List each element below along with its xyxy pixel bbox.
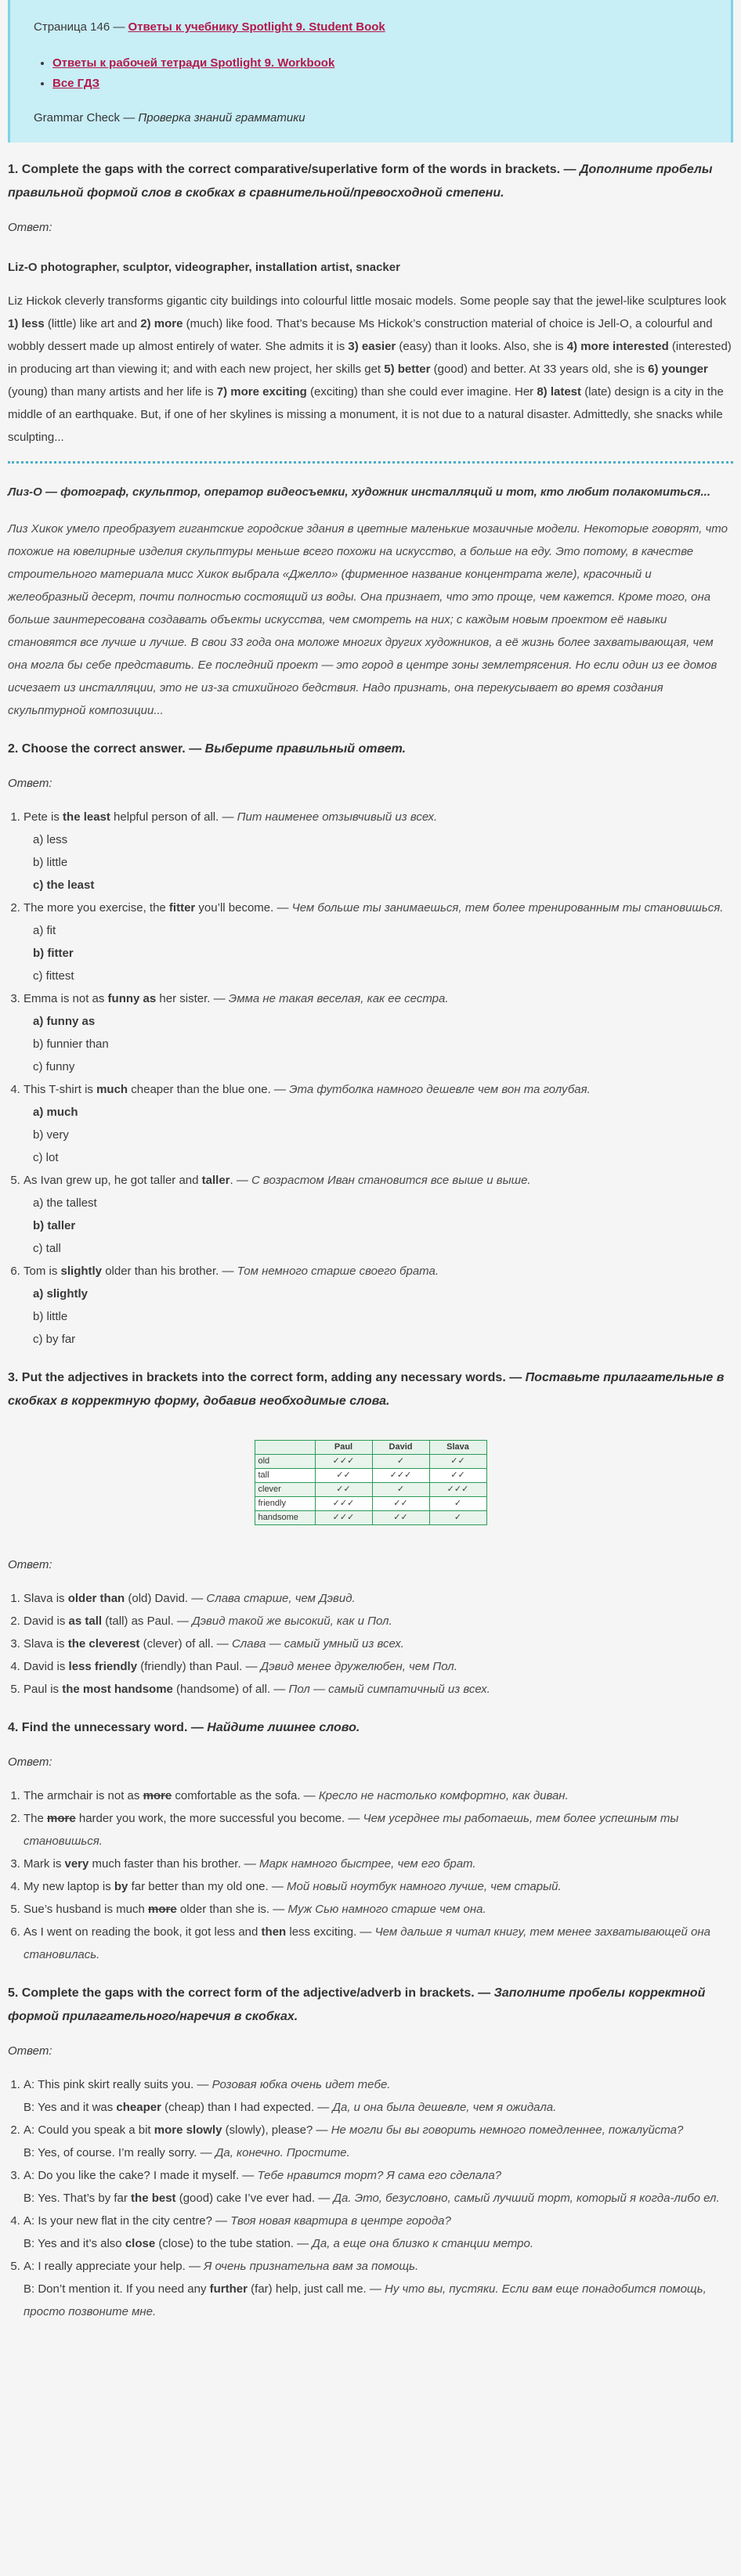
answer-word: 6) younger: [648, 363, 708, 376]
answer-word: fitter: [168, 901, 196, 915]
ex4-heading-en: 4. Find the unnecessary word. —: [8, 1721, 208, 1734]
ex4-heading-ru: Найдите лишнее слово.: [207, 1721, 360, 1734]
sentence-translation: Пол — самый симпатичный из всех.: [288, 1683, 490, 1696]
answer-option: a) less: [33, 833, 68, 846]
dialogue-line-b: [23, 2278, 733, 2323]
text-segment: (young) than many artists and her life is: [8, 385, 217, 399]
text-segment: harder you work, the more successful you become. —: [75, 1812, 363, 1825]
text-segment: Mark is: [23, 1857, 65, 1871]
struck-word: more: [47, 1812, 76, 1825]
correct-option: b) fitter: [33, 947, 74, 960]
sentence-translation: Дэвид такой же высокий, как и Пол.: [192, 1615, 392, 1628]
ex4-heading: [8, 1716, 733, 1740]
answer-word: 2) more: [140, 317, 183, 330]
ex1-ru-title: Лиз-О — фотограф, скульптор, оператор видеосъемки, художник инсталляций и тот, кто любит полакомиться...: [8, 485, 710, 499]
grammar-check-sep: —: [120, 111, 139, 124]
text-segment: A: This pink skirt really suits you. —: [23, 2078, 212, 2091]
sentence-translation: Чем дальше я читал книгу, тем менее захватывающей она становилась.: [23, 1925, 710, 1961]
ex3-list: [8, 1587, 733, 1701]
text-segment: less exciting. —: [286, 1925, 375, 1939]
nav-box: [8, 0, 733, 143]
page-prefix: Страница 146 —: [34, 20, 128, 34]
tick-cell: ✓✓: [315, 1469, 372, 1483]
text-segment: (tall) as Paul. —: [102, 1615, 193, 1628]
workbook-link[interactable]: Ответы к рабочей тетради Spotlight 9. Workbook: [52, 56, 335, 70]
answer-word: then: [261, 1925, 287, 1939]
ex1-heading: [8, 158, 733, 205]
sentence-translation: Слава старше, чем Дэвид.: [206, 1592, 356, 1605]
dialogue-line-a: [23, 2119, 733, 2141]
line-translation: Не могли бы вы говорить немного помедленнее, пожалуйста?: [331, 2123, 684, 2137]
text-segment: My new laptop is: [23, 1880, 114, 1893]
text-segment: comfortable as the sofa. —: [172, 1789, 319, 1802]
answer-word: slightly: [60, 1265, 103, 1278]
dialogue-line-a: [23, 2255, 733, 2278]
text-segment: B: Don’t mention it. If you need any: [23, 2282, 210, 2296]
text-segment: you’ll become. —: [195, 901, 292, 915]
ex4-list: [8, 1784, 733, 1966]
answer-word: taller: [201, 1174, 230, 1187]
sentence-item: [23, 1633, 733, 1655]
dialogue-item: [23, 2119, 733, 2164]
dialogue-item: [23, 2255, 733, 2323]
table-row: [255, 1455, 486, 1469]
table-row: [255, 1497, 486, 1511]
sentence-translation: Марк намного быстрее, чем его брат.: [258, 1857, 476, 1871]
text-segment: The: [23, 1812, 48, 1825]
answer-option: a) fit: [33, 924, 56, 937]
sentence-translation: Чем усерднее ты работаешь, тем более успешным ты становишься.: [23, 1812, 679, 1848]
column-header: Slava: [429, 1441, 486, 1455]
sentence-translation: Кресло не настолько комфортно, как диван.: [318, 1789, 569, 1802]
tick-cell: ✓: [372, 1455, 429, 1469]
dialogue-line-b: [23, 2187, 733, 2210]
text-segment: (exciting) than she could ever imagine. Her: [306, 385, 537, 399]
ex5-list: [8, 2073, 733, 2323]
dialogue-line-a: [23, 2164, 733, 2187]
options-list: [23, 828, 733, 897]
tick-cell: ✓✓: [429, 1455, 486, 1469]
correct-option: b) taller: [33, 1219, 76, 1232]
answer-label: Ответ:: [8, 1755, 52, 1769]
answer-option: b) little: [33, 1310, 68, 1323]
answer-word: very: [64, 1857, 89, 1871]
dialogue-item: [23, 2210, 733, 2255]
answer-word: by: [114, 1880, 128, 1893]
sentence-item: [23, 1875, 733, 1898]
text-segment: Paul is: [23, 1683, 63, 1696]
text-segment: The armchair is not as: [23, 1789, 143, 1802]
sentence-item: [23, 1921, 733, 1966]
text-segment: As I went on reading the book, it got less and: [23, 1925, 262, 1939]
sentence-item: [23, 1784, 733, 1807]
ex3-table-wrap: [8, 1440, 733, 1525]
tick-cell: ✓: [429, 1511, 486, 1525]
question-translation: Эмма не такая веселая, как ее сестра.: [228, 992, 449, 1005]
answer-word: less friendly: [68, 1660, 138, 1673]
answer-word: further: [209, 2282, 248, 2296]
answer-option: c) funny: [33, 1060, 75, 1073]
tick-cell: ✓: [372, 1483, 429, 1497]
sentence-item: [23, 1610, 733, 1633]
ex1-heading-en: 1. Complete the gaps with the correct comparative/superlative form of the words in brackets. —: [8, 163, 580, 176]
ex1-text-title: Liz-O photographer, sculptor, videographer, installation artist, snacker: [8, 261, 400, 274]
question-item: [23, 806, 733, 897]
tick-cell: ✓✓: [372, 1497, 429, 1511]
dialogue-line-a: [23, 2210, 733, 2232]
line-translation: Ну что вы, пустяки. Если вам еще понадобится помощь, просто позвоните мне.: [23, 2282, 707, 2318]
ex3-heading-ru: Поставьте прилагательные в скобках в корректную форму, добавив необходимые слова.: [8, 1371, 725, 1408]
text-segment: older than she is. —: [176, 1903, 288, 1916]
dialogue-item: [23, 2073, 733, 2119]
answer-option: c) tall: [33, 1242, 61, 1255]
line-translation: Да, конечно. Простите.: [215, 2146, 350, 2159]
line-translation: Да, и она была дешевле, чем я ожидала.: [332, 2101, 557, 2114]
ex1-heading-ru: Дополните пробелы правильной формой слов в скобках в сравнительной/превосходной степени.: [8, 163, 713, 200]
sentence-item: [23, 1655, 733, 1678]
tick-cell: ✓✓✓: [315, 1511, 372, 1525]
ex2-list: [8, 806, 733, 1351]
answer-option: c) lot: [33, 1151, 59, 1164]
table-row: [255, 1511, 486, 1525]
text-segment: Slava is: [23, 1637, 68, 1651]
correct-option: c) the least: [33, 879, 95, 892]
text-segment: Tom is: [23, 1265, 61, 1278]
nav-links: [34, 55, 707, 92]
answer-word: 5) better: [384, 363, 431, 376]
ex3-heading: [8, 1366, 733, 1413]
line-translation: Да. Это, безусловно, самый лучший торт, который я когда-либо ел.: [333, 2192, 720, 2205]
answer-word: 8) latest: [537, 385, 582, 399]
text-segment: (cheap) than I had expected. —: [161, 2101, 333, 2114]
text-segment: B: Yes, of course. I’m really sorry. —: [23, 2146, 215, 2159]
nav-link-item: [52, 55, 707, 72]
row-label: clever: [255, 1483, 315, 1497]
sentence-item: [23, 1853, 733, 1875]
tick-cell: ✓✓: [429, 1469, 486, 1483]
sentence-item: [23, 1678, 733, 1701]
page-line: [34, 19, 707, 36]
student-book-link[interactable]: Ответы к учебнику Spotlight 9. Student Book: [128, 20, 385, 34]
text-segment: As Ivan grew up, he got taller and: [23, 1174, 202, 1187]
sentence-item: [23, 1807, 733, 1853]
text-segment: David is: [23, 1615, 69, 1628]
text-segment: B: Yes and it was: [23, 2101, 117, 2114]
answer-option: b) funnier than: [33, 1037, 109, 1051]
column-header: Paul: [315, 1441, 372, 1455]
options-list: [23, 1101, 733, 1169]
row-label: tall: [255, 1469, 315, 1483]
answer-word: 7) more exciting: [216, 385, 307, 399]
text-segment: (interested) in producing art than viewing it; and with each new project, her skills get: [8, 340, 732, 376]
row-label: old: [255, 1455, 315, 1469]
answer-word: the most handsome: [62, 1683, 173, 1696]
sentence-translation: Слава — самый умный из всех.: [231, 1637, 404, 1651]
answer-word: more slowly: [154, 2123, 222, 2137]
text-segment: much faster than his brother. —: [89, 1857, 259, 1871]
text-segment: A: Do you like the cake? I made it myself. —: [23, 2169, 258, 2182]
text-segment: Emma is not as: [23, 992, 108, 1005]
text-segment: (slowly), please? —: [222, 2123, 331, 2137]
nav-link-item: [52, 75, 707, 92]
line-translation: Твоя новая квартира в центре города?: [230, 2214, 451, 2228]
dialogue-line-a: [23, 2073, 733, 2096]
question-item: [23, 987, 733, 1078]
answer-option: a) the tallest: [33, 1196, 97, 1210]
answer-label: Ответ:: [8, 2044, 52, 2058]
question-translation: Эта футболка намного дешевле чем вон та голубая.: [289, 1083, 591, 1096]
text-segment: (old) David. —: [125, 1592, 207, 1605]
answer-label: Ответ:: [8, 777, 52, 790]
answer-word: much: [96, 1083, 128, 1096]
answer-word: the best: [131, 2192, 176, 2205]
answer-option: c) by far: [33, 1333, 76, 1346]
text-segment: . —: [230, 1174, 252, 1187]
text-segment: (much) like food. That’s because Ms Hickok’s construction material of choice is Jell-O, a colourful and wobbly dessert made up almost entirely of water. She admits it is: [8, 317, 713, 353]
column-header: David: [372, 1441, 429, 1455]
tick-cell: ✓✓✓: [315, 1497, 372, 1511]
question-item: [23, 897, 733, 987]
struck-word: more: [143, 1789, 172, 1802]
options-list: [23, 919, 733, 987]
text-segment: A: Is your new flat in the city centre? —: [23, 2214, 231, 2228]
tick-cell: ✓✓: [372, 1511, 429, 1525]
answer-word: close: [125, 2237, 156, 2250]
correct-option: a) slightly: [33, 1287, 89, 1301]
ex1-ru-text: Лиз Хикок умело преобразует гигантские городские здания в цветные маленькие мозаичные модели. Некоторые говорят, что похожие на ювелирные изделия скульптуры меньше всего похожи на искусство, а больше на еду. Это потому, в качестве строительного материала мисс Хикок выбрала «Джелло» (фирменное название концентрата желе), красочный и желеобразный десерт, почти полностью состоящий из воды. Она признает, что это проще, чем кажется. Кроме того, она больше заинтересована создавать объекты искусства, чем смотреть на них; с каждым новым проектом её навыки становятся все лучше и лучше. В свои 33 года она моложе многих других художников, а её жизнь более захватывающая, чем она могла бы себе представить. Ее последний проект — это город в центре зоны землетрясения. Но если один из ее домов исчезает из инсталляции, это не из-за стихийного бедствия. Надо признать, она перекусывает во время создания скульптурной композиции...: [8, 522, 728, 717]
tick-cell: ✓✓: [315, 1483, 372, 1497]
text-segment: (late) design is a city in the middle of an earthquake. But, if one of her skylines is missing a monument, it is not due to a natural disaster. Admittedly, she snacks while sculpting...: [8, 385, 724, 444]
answer-label: Ответ:: [8, 1558, 52, 1571]
sentence-translation: Дэвид менее дружелюбен, чем Пол.: [260, 1660, 457, 1673]
ex2-heading: [8, 738, 733, 761]
question-translation: С возрастом Иван становится все выше и выше.: [251, 1174, 531, 1187]
tick-cell: ✓: [429, 1497, 486, 1511]
question-translation: Пит наименее отзывчивый из всех.: [237, 810, 438, 824]
dotted-divider: [8, 461, 733, 464]
options-list: [23, 1010, 733, 1078]
table-header-row: [255, 1441, 486, 1455]
line-translation: Я очень признательна вам за помощь.: [204, 2260, 419, 2273]
sentence-item: [23, 1898, 733, 1921]
all-gdz-link[interactable]: Все ГДЗ: [52, 77, 100, 90]
tick-cell: ✓✓✓: [315, 1455, 372, 1469]
answer-option: c) fittest: [33, 969, 74, 983]
row-label: friendly: [255, 1497, 315, 1511]
grammar-check-en: Grammar Check: [34, 111, 121, 124]
dialogue-item: [23, 2164, 733, 2210]
line-translation: Да, а еще она близко к станции метро.: [312, 2237, 533, 2250]
question-item: [23, 1169, 733, 1260]
text-segment: (clever) of all. —: [139, 1637, 232, 1651]
question-translation: Том немного старше своего брата.: [237, 1265, 439, 1278]
text-segment: Slava is: [23, 1592, 68, 1605]
answer-label: Ответ:: [8, 221, 52, 234]
options-list: [23, 1283, 733, 1351]
text-segment: Pete is: [23, 810, 63, 824]
text-segment: (good) cake I’ve ever had. —: [175, 2192, 334, 2205]
answer-word: 1) less: [8, 317, 45, 330]
text-segment: B: Yes and it’s also: [23, 2237, 125, 2250]
text-segment: David is: [23, 1660, 69, 1673]
text-segment: A: Could you speak a bit: [23, 2123, 154, 2137]
sentence-item: [23, 1587, 733, 1610]
text-segment: (close) to the tube station. —: [155, 2237, 313, 2250]
text-segment: Sue’s husband is much: [23, 1903, 148, 1916]
options-list: [23, 1192, 733, 1260]
table-row: [255, 1483, 486, 1497]
ex1-text: [8, 290, 733, 449]
line-translation: Тебе нравится торт? Я сама его сделала?: [257, 2169, 502, 2182]
sentence-translation: Муж Сью намного старше чем она.: [287, 1903, 486, 1916]
text-segment: (handsome) of all. —: [172, 1683, 289, 1696]
text-segment: (far) help, just call me. —: [247, 2282, 385, 2296]
text-segment: far better than my old one. —: [128, 1880, 287, 1893]
ex2-heading-en: 2. Choose the correct answer. —: [8, 742, 205, 756]
dialogue-line-b: [23, 2141, 733, 2164]
answer-word: the cleverest: [67, 1637, 140, 1651]
question-item: [23, 1078, 733, 1169]
question-translation: Чем больше ты занимаешься, тем более тренированным ты становишься.: [291, 901, 724, 915]
ex5-heading-ru: Заполните пробелы корректной формой прилагательного/наречия в скобках.: [8, 1986, 706, 2023]
text-segment: her sister. —: [156, 992, 229, 1005]
question-item: [23, 1260, 733, 1351]
answer-word: the least: [63, 810, 110, 824]
tick-cell: ✓✓✓: [429, 1483, 486, 1497]
text-segment: The more you exercise, the: [23, 901, 169, 915]
answer-word: 4) more interested: [566, 340, 669, 353]
row-label: handsome: [255, 1511, 315, 1525]
text-segment: (friendly) than Paul. —: [137, 1660, 261, 1673]
adjectives-table: [255, 1440, 487, 1525]
column-header: [255, 1441, 315, 1455]
answer-word: older than: [67, 1592, 125, 1605]
text-segment: Liz Hickok cleverly transforms gigantic city buildings into colourful little mosaic models. Some people say that the jewel-like sculptures look: [8, 294, 727, 308]
correct-option: a) funny as: [33, 1015, 96, 1028]
text-segment: cheaper than the blue one. —: [128, 1083, 290, 1096]
answer-word: funny as: [107, 992, 157, 1005]
answer-option: b) very: [33, 1128, 69, 1142]
text-segment: A: I really appreciate your help. —: [23, 2260, 204, 2273]
sentence-translation: Мой новый ноутбук намного лучше, чем старый.: [287, 1880, 562, 1893]
text-segment: This T-shirt is: [23, 1083, 97, 1096]
text-segment: B: Yes. That’s by far: [23, 2192, 132, 2205]
text-segment: helpful person of all. —: [110, 810, 237, 824]
ex5-heading: [8, 1982, 733, 2029]
ex5-heading-en: 5. Complete the gaps with the correct form of the adjective/adverb in brackets. —: [8, 1986, 494, 2000]
text-segment: (easy) than it looks. Also, she is: [396, 340, 567, 353]
struck-word: more: [148, 1903, 177, 1916]
dialogue-line-b: [23, 2232, 733, 2255]
tick-cell: ✓✓✓: [372, 1469, 429, 1483]
grammar-check-line: [34, 110, 707, 127]
correct-option: a) much: [33, 1106, 78, 1119]
text-segment: (good) and better. At 33 years old, she is: [430, 363, 649, 376]
dialogue-line-b: [23, 2096, 733, 2119]
table-row: [255, 1469, 486, 1483]
answer-word: cheaper: [116, 2101, 161, 2114]
answer-option: b) little: [33, 856, 68, 869]
text-segment: (little) like art and: [44, 317, 141, 330]
text-segment: older than his brother. —: [102, 1265, 237, 1278]
line-translation: Розовая юбка очень идет тебе.: [211, 2078, 391, 2091]
answer-word: 3) easier: [348, 340, 396, 353]
grammar-check-ru: Проверка знаний грамматики: [138, 111, 305, 124]
ex3-heading-en: 3. Put the adjectives in brackets into the correct form, adding any necessary words. —: [8, 1371, 526, 1384]
answer-word: as tall: [68, 1615, 103, 1628]
ex2-heading-ru: Выберите правильный ответ.: [204, 742, 407, 756]
